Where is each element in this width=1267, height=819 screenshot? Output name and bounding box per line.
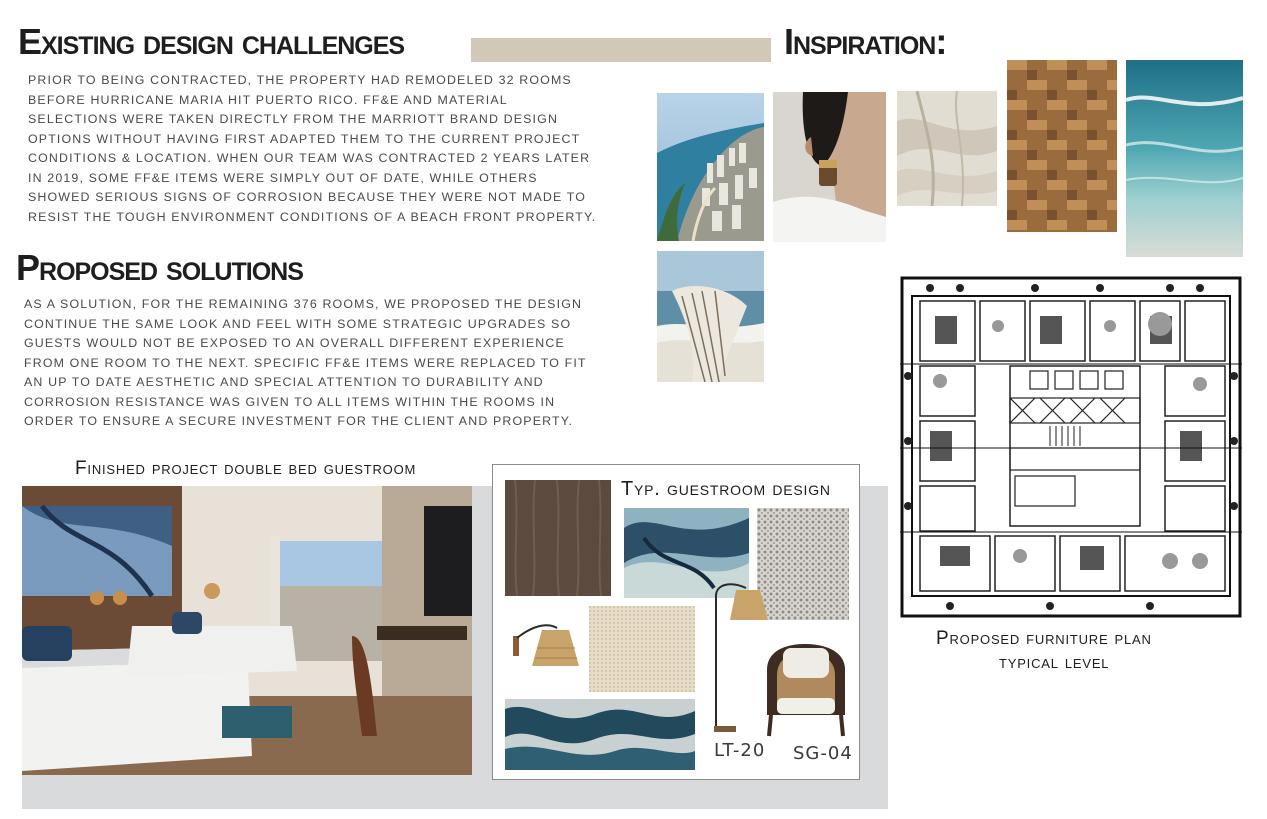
floor-plan-caption-line1: Proposed furniture plan (936, 628, 1152, 649)
rug-swatch (505, 699, 695, 770)
linen-fabric-photo (897, 91, 997, 206)
wood-veneer-swatch (505, 480, 611, 596)
earring-model-photo (773, 92, 886, 242)
wall-sconce-image (507, 608, 582, 673)
boucle-fabric-swatch (757, 508, 849, 620)
beach-towel-photo (657, 251, 764, 382)
guestroom-caption: Finished project double bed guestroom (75, 458, 417, 479)
lamp-code-label: LT-20 (714, 740, 766, 761)
chair-code-label: SG-04 (793, 743, 853, 764)
linen-upholstery-swatch (589, 606, 695, 692)
woven-rattan-photo (1007, 60, 1117, 232)
inspiration-title: Inspiration: (784, 21, 947, 62)
furniture-floor-plan (900, 276, 1242, 618)
challenges-title: Existing design challenges (18, 21, 405, 62)
floor-plan-caption-line2: typical level (999, 652, 1110, 673)
design-board-title: Typ. guestroom design (621, 478, 831, 500)
ocean-shore-photo (1126, 60, 1243, 257)
guestroom-photo (22, 486, 472, 775)
solutions-title: Proposed solutions (16, 247, 303, 288)
accent-bar (471, 38, 771, 62)
aerial-coast-photo (657, 93, 764, 241)
armchair-image (757, 640, 854, 738)
challenges-body: PRIOR TO BEING CONTRACTED, THE PROPERTY HAD REMODELED 32 ROOMS BEFORE HURRICANE MARIA HIT PUERTO RICO. FF&E AND MATERIAL SELECTIONS WERE TAKEN DIRECTLY FROM THE MARRIOTT BRAND DESIGN OPTIONS WITHOUT HAVING FIRST ADAPTED THEM TO THE CURRENT PROJECT CONDITIONS & LOCATION. WHEN OUR TEAM WAS CONTRACTED 2 YEARS LATER IN 2019, SOME FF&E ITEMS WERE SIMPLY OUT OF DATE, WHILE OTHERS SHOWED SERIOUS SIGNS OF CORROSION BECAUSE THEY WERE NOT MADE TO RESIST THE TOUGH ENVIRONMENT CONDITIONS OF A BEACH FRONT PROPERTY. (28, 73, 597, 224)
solutions-body: AS A SOLUTION, FOR THE REMAINING 376 ROOMS, WE PROPOSED THE DESIGN CONTINUE THE SAME LOOK AND FEEL WITH SOME STRATEGIC UPGRADES SO GUESTS WOULD NOT BE EXPOSED TO AN OVERALL DIFFERENT EXPERIENCE FROM ONE ROOM TO THE NEXT. SPECIFIC FF&E ITEMS WERE REPLACED TO FIT AN UP TO DATE AESTHETIC AND SPECIAL ATTENTION TO DURABILITY AND CORROSION RESISTANCE WAS GIVEN TO ALL ITEMS WITHIN THE ROOMS IN ORDER TO ENSURE A SECURE INVESTMENT FOR THE CLIENT AND PROPERTY. (24, 297, 587, 428)
